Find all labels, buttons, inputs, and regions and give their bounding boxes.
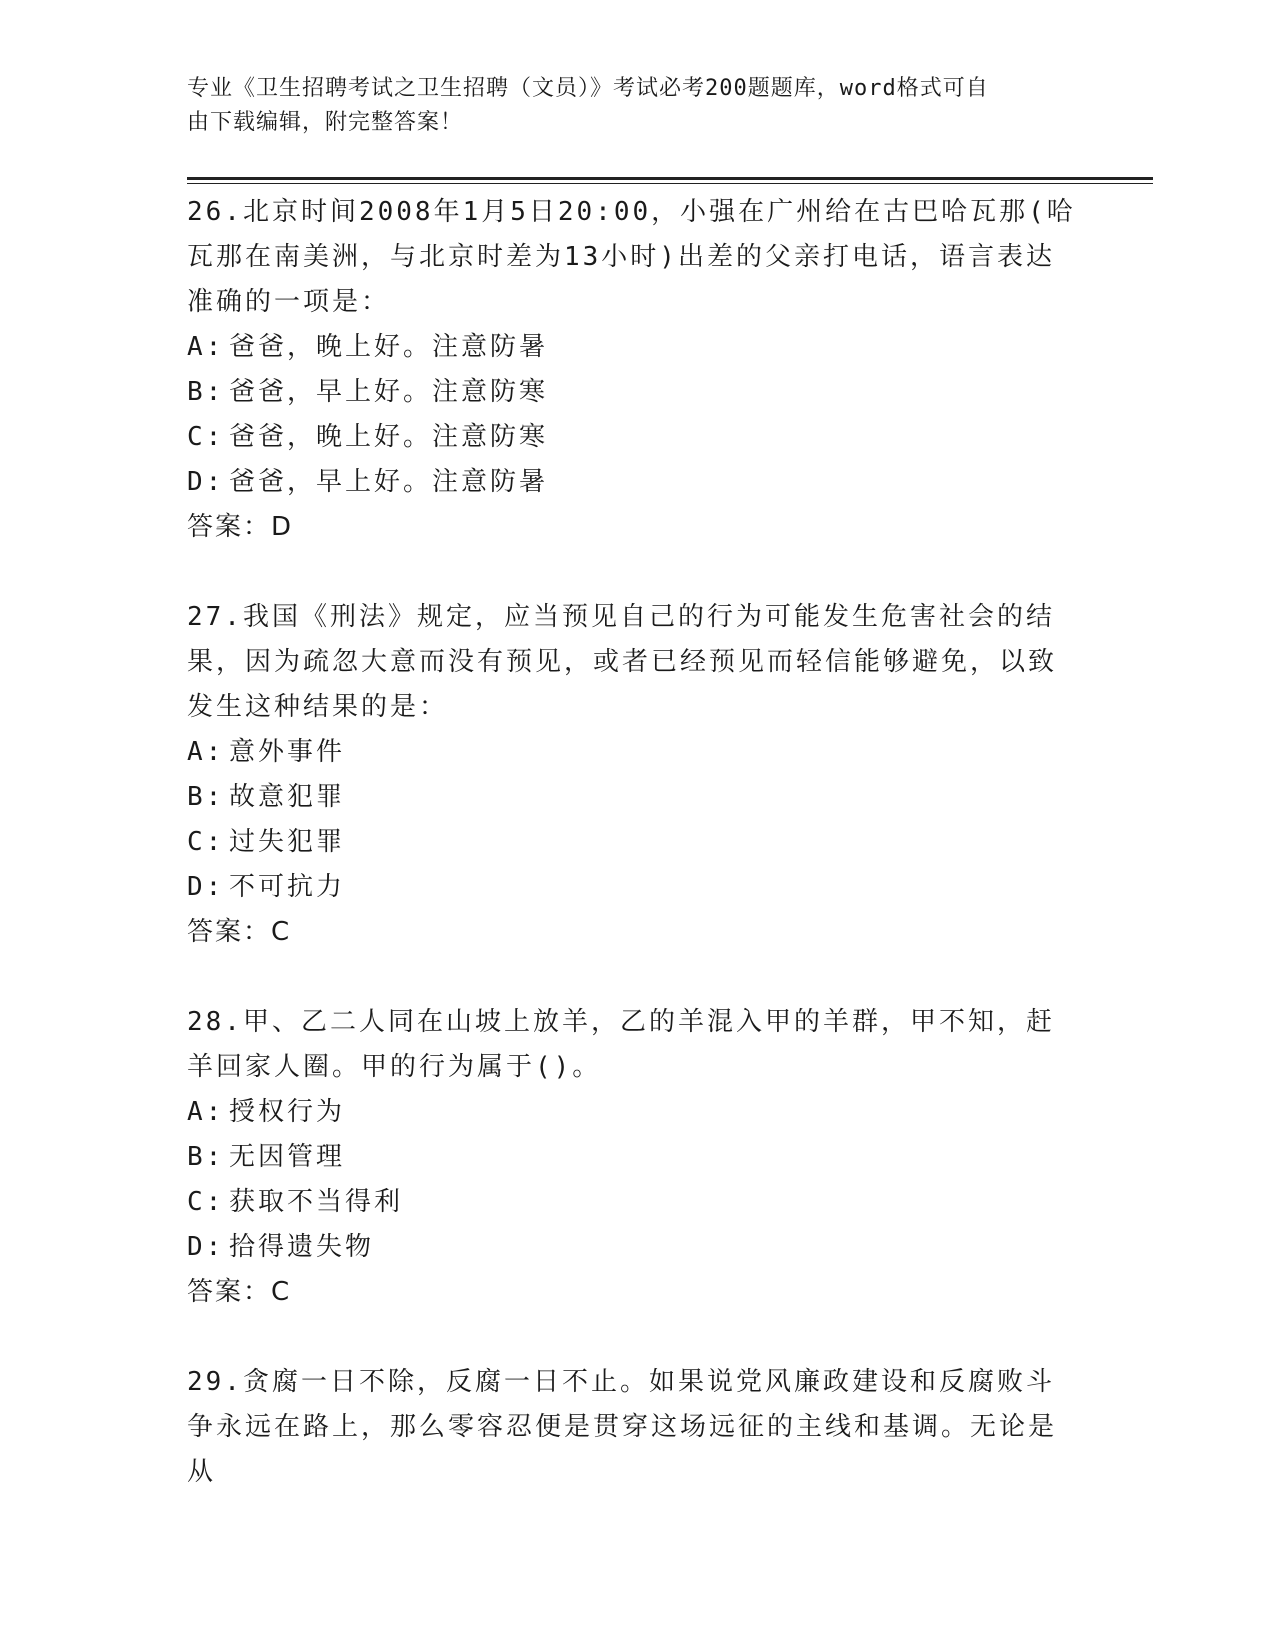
option-b: [187, 370, 1077, 415]
page-header: [187, 72, 1067, 140]
question-text: 28.甲、乙二人同在山坡上放羊，乙的羊混入甲的羊群，甲不知，赶羊回家人圈。甲的行为属于()。: [187, 1007, 1055, 1082]
option-a: [187, 325, 1077, 370]
header-line-2: 由下载编辑，附完整答案！: [187, 110, 464, 135]
header-divider-thick: [187, 177, 1153, 180]
option-key: C:: [187, 827, 225, 857]
option-text: 授权行为: [229, 1097, 346, 1127]
option-text: 爸爸，早上好。注意防寒: [229, 377, 549, 407]
question-27: [187, 595, 1077, 955]
option-text: 爸爸，晚上好。注意防暑: [229, 332, 549, 362]
option-key: A:: [187, 1097, 225, 1127]
question-29: [187, 1360, 1077, 1495]
answer-line: 答案：C: [187, 917, 292, 947]
option-key: A:: [187, 737, 225, 767]
answer-line: 答案：C: [187, 1277, 292, 1307]
option-key: B:: [187, 782, 225, 812]
option-key: D:: [187, 872, 225, 902]
option-a: [187, 730, 1077, 775]
header-line-1: 专业《卫生招聘考试之卫生招聘（文员）》考试必考200题题库，word格式可自: [187, 76, 989, 101]
option-key: D:: [187, 1232, 225, 1262]
header-divider-thin: [187, 183, 1153, 184]
option-b: [187, 1135, 1077, 1180]
option-text: 过失犯罪: [229, 827, 346, 857]
option-c: [187, 820, 1077, 865]
option-a: [187, 1090, 1077, 1135]
question-list: [187, 190, 1077, 1495]
option-text: 意外事件: [229, 737, 346, 767]
option-text: 获取不当得利: [229, 1187, 404, 1217]
question-28: [187, 1000, 1077, 1315]
option-b: [187, 775, 1077, 820]
question-text: 29.贪腐一日不除，反腐一日不止。如果说党风廉政建设和反腐败斗争永远在路上，那么零容忍便是贯穿这场远征的主线和基调。无论是从: [187, 1367, 1058, 1487]
option-d: [187, 460, 1077, 505]
option-key: A:: [187, 332, 225, 362]
question-text: 26.北京时间2008年1月5日20:00，小强在广州给在古巴哈瓦那(哈瓦那在南美洲，与北京时差为13小时)出差的父亲打电话，语言表达准确的一项是：: [187, 197, 1076, 317]
option-text: 爸爸，晚上好。注意防寒: [229, 422, 549, 452]
option-text: 不可抗力: [229, 872, 346, 902]
option-text: 故意犯罪: [229, 782, 346, 812]
question-26: [187, 190, 1077, 550]
option-key: B:: [187, 377, 225, 407]
option-d: [187, 865, 1077, 910]
option-text: 拾得遗失物: [229, 1232, 375, 1262]
spacer: [187, 955, 1077, 1000]
option-d: [187, 1225, 1077, 1270]
option-text: 无因管理: [229, 1142, 346, 1172]
option-c: [187, 415, 1077, 460]
option-c: [187, 1180, 1077, 1225]
spacer: [187, 1315, 1077, 1360]
option-key: C:: [187, 1187, 225, 1217]
option-text: 爸爸，早上好。注意防暑: [229, 467, 549, 497]
option-key: D:: [187, 467, 225, 497]
question-text: 27.我国《刑法》规定，应当预见自己的行为可能发生危害社会的结果，因为疏忽大意而没有预见，或者已经预见而轻信能够避免，以致发生这种结果的是：: [187, 602, 1058, 722]
spacer: [187, 550, 1077, 595]
option-key: B:: [187, 1142, 225, 1172]
answer-line: 答案：D: [187, 512, 294, 542]
option-key: C:: [187, 422, 225, 452]
